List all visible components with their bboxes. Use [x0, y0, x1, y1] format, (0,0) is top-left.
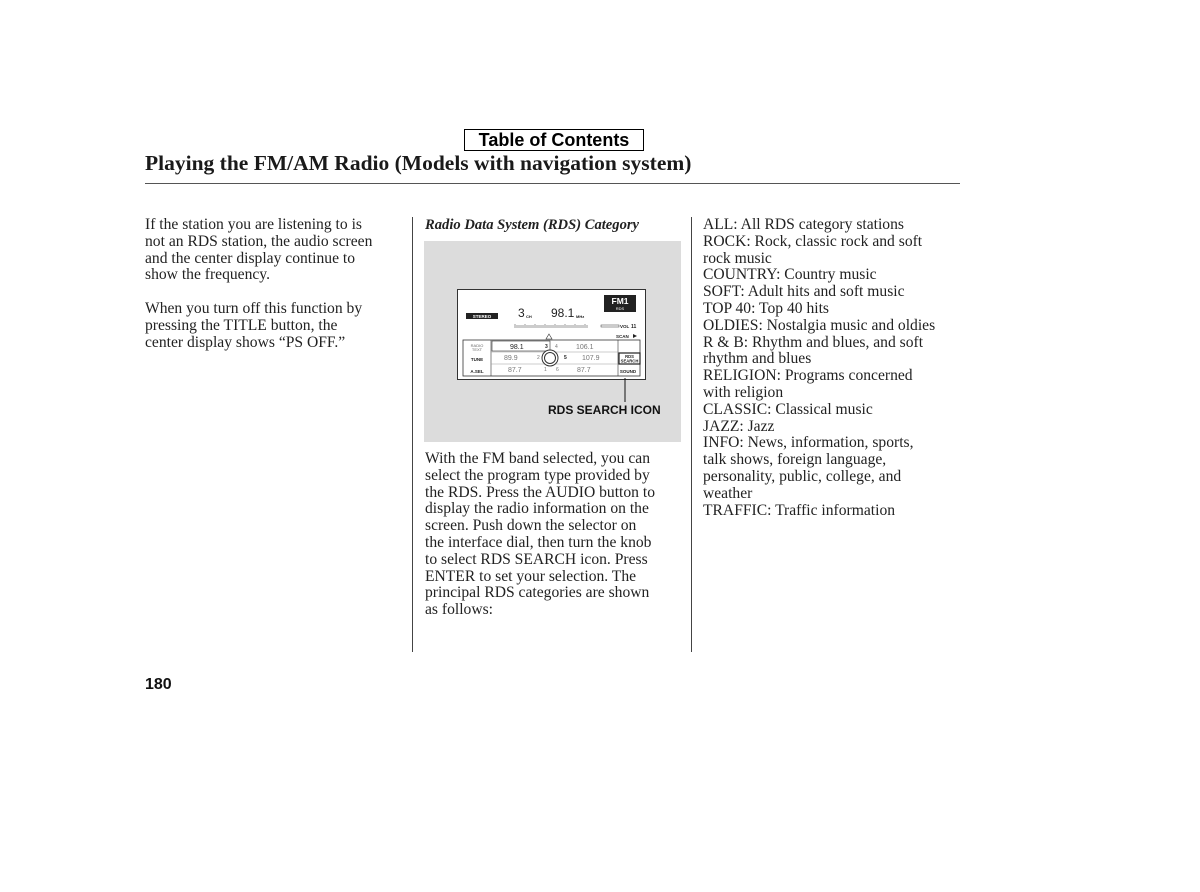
- band-label: FM1: [611, 296, 629, 306]
- preset-frequency: 106.1: [576, 344, 594, 351]
- rds-search-label-line2: SEARCH: [620, 358, 639, 364]
- list-item: rock music: [703, 249, 772, 267]
- intro-paragraph: If the station you are listening to is not an RDS station, the audio screen and the center display continue to show the frequency.: [145, 216, 373, 284]
- tune-button: TUNE: [470, 357, 484, 362]
- preset-frequency: 98.1: [510, 344, 524, 351]
- rds-category-heading: Radio Data System (RDS) Category: [425, 217, 640, 233]
- band-sub-label: RDS: [615, 306, 625, 311]
- audio-screen-drawing: [458, 290, 644, 378]
- list-item: INFO: News, information, sports,: [703, 434, 914, 452]
- volume-value: 11: [631, 324, 637, 330]
- table-of-contents-link[interactable]: Table of Contents: [464, 129, 644, 151]
- page-number: 180: [145, 676, 172, 693]
- channel-unit: CH: [526, 314, 532, 319]
- sound-button: SOUND: [619, 369, 637, 374]
- rds-category-list: [703, 217, 935, 519]
- preset-number: 2: [537, 355, 540, 361]
- list-item: with religion: [703, 383, 784, 401]
- list-item: TRAFFIC: Traffic information: [703, 501, 896, 519]
- preset-frequency: 87.7: [577, 367, 591, 374]
- rds-instructions-paragraph: With the FM band selected, you can select the program type provided by the RDS. Press the AUDIO button to display the radio information on the screen. Push down the selector on the interface dial, then turn the knob to select RDS SEARCH icon. Press ENTER to set your selection. The principal RDS categories are shown as follows:: [425, 450, 656, 619]
- list-item: OLDIES: Nostalgia music and oldies: [703, 316, 936, 334]
- volume-bar: [601, 325, 619, 327]
- list-item: talk shows, foreign language,: [703, 451, 887, 469]
- preset-number: 3: [545, 344, 548, 350]
- tuning-pointer-icon: [546, 334, 552, 339]
- list-item: JAZZ: Jazz: [703, 417, 775, 435]
- volume-label: VOL: [620, 324, 630, 329]
- list-item: CLASSIC: Classical music: [703, 400, 873, 418]
- preset-frequency: 107.9: [582, 355, 600, 362]
- list-item: personality, public, college, and: [703, 467, 902, 485]
- frequency-unit: MHz: [576, 314, 585, 319]
- preset-frequency: 87.7: [508, 367, 522, 374]
- list-item: RELIGION: Programs concerned: [703, 367, 913, 385]
- preset-number: 1: [544, 367, 547, 373]
- list-item: ALL: All RDS category stations: [703, 216, 904, 233]
- channel-number: 3: [518, 306, 525, 320]
- rds-search-label: RDS: [625, 354, 634, 359]
- figure-caption: RDS SEARCH ICON: [548, 403, 661, 417]
- column-divider: [412, 217, 413, 652]
- list-item: TOP 40: Top 40 hits: [703, 299, 829, 317]
- frequency-readout: 98.1: [551, 306, 575, 320]
- scan-arrow-icon: [633, 334, 637, 338]
- a-sel-button: A.SEL: [470, 369, 484, 374]
- list-item: R & B: Rhythm and blues, and soft: [703, 333, 924, 351]
- stereo-label: STEREO: [472, 314, 492, 319]
- list-item: rhythm and blues: [703, 350, 812, 368]
- radio-text-button-line2: TEXT: [471, 347, 483, 352]
- list-item: ROCK: Rock, classic rock and soft: [703, 232, 923, 250]
- list-item: COUNTRY: Country music: [703, 266, 877, 284]
- preset-number: 6: [556, 367, 559, 373]
- scan-label: SCAN: [616, 334, 629, 339]
- preset-number: 5: [564, 355, 567, 361]
- list-item: weather: [703, 484, 753, 502]
- tuning-scale: [515, 324, 587, 328]
- preset-frequency: 89.9: [504, 355, 518, 362]
- preset-number: 4: [555, 344, 558, 350]
- audio-screen-illustration: [457, 289, 646, 380]
- radio-text-button: RADIO: [470, 343, 484, 348]
- callout-leader: [620, 378, 630, 404]
- ps-off-paragraph: When you turn off this function by pressing the TITLE button, the center display shows “PS OFF.”: [145, 300, 363, 351]
- page-title: Playing the FM/AM Radio (Models with navigation system): [145, 151, 692, 175]
- title-rule: [145, 183, 960, 184]
- list-item: SOFT: Adult hits and soft music: [703, 283, 905, 301]
- column-divider: [691, 217, 692, 652]
